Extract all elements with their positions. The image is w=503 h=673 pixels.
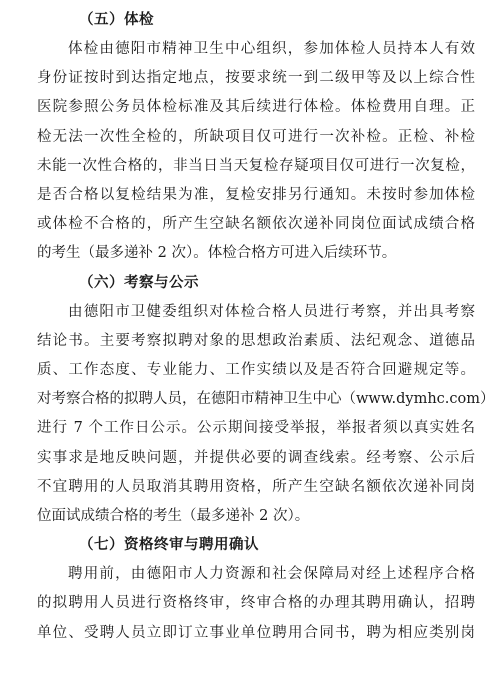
paragraph-line: 实事求是地反映问题，并提供必要的调查线索。经考察、公示后	[37, 449, 475, 466]
paragraph-line: 的考生（最多递补 2 次）。体检合格方可进入后续环节。	[37, 245, 397, 262]
paragraph-line: 进行 7 个工作日公示。公示期间接受举报，举报者须以真实姓名	[37, 420, 475, 437]
section-heading: （六）考察与公示	[79, 274, 199, 291]
paragraph-line: 质、工作态度、专业能力、工作实绩以及是否符合回避规定等。	[37, 362, 475, 379]
paragraph-line: 的拟聘用人员进行资格终审，终审合格的办理其聘用确认，招聘	[37, 595, 475, 612]
paragraph-line: 由德阳市卫健委组织对体检合格人员进行考察，并出具考察	[68, 303, 475, 320]
section-heading: （五）体检	[79, 12, 154, 28]
paragraph-line: 聘用前，由德阳市人力资源和社会保障局对经上述程序合格	[68, 566, 475, 583]
paragraph-line: 检无法一次性全检的，所缺项目仅可进行一次补检。正检、补检	[37, 128, 475, 145]
paragraph-line: 结论书。主要考察拟聘对象的思想政治素质、法纪观念、道德品	[37, 332, 475, 349]
section-final-review-hiring	[37, 531, 475, 648]
section-paragraph	[37, 298, 495, 532]
section-paragraph	[37, 35, 475, 269]
section-paragraph	[37, 560, 475, 648]
paragraph-line: 体检由德阳市精神卫生中心组织，参加体检人员持本人有效	[68, 41, 475, 57]
paragraph-line: 对考察合格的拟聘人员，在德阳市精神卫生中心（www.dymhc.com）	[37, 391, 495, 408]
section-heading: （七）资格终审与聘用确认	[79, 537, 259, 554]
paragraph-line: 未能一次性合格的，非当日当天复检存疑项目仅可进行一次复检，	[37, 157, 475, 174]
section-inspection-publicity	[37, 269, 495, 532]
paragraph-line: 单位、受聘人员立即订立事业单位聘用合同书，聘为相应类别岗	[37, 624, 475, 641]
section-physical-exam	[37, 6, 475, 269]
paragraph-line: 是否合格以复检结果为准，复检安排另行通知。未按时参加体检	[37, 187, 475, 204]
paragraph-line: 或体检不合格的，所产生空缺名额依次递补同岗位面试成绩合格	[37, 216, 475, 233]
paragraph-line: 医院参照公务员体检标准及其后续进行体检。体检费用自理。正	[37, 99, 475, 116]
paragraph-line: 身份证按时到达指定地点，按要求统一到二级甲等及以上综合性	[37, 70, 475, 87]
paragraph-line: 位面试成绩合格的考生（最多递补 2 次）。	[37, 508, 310, 525]
paragraph-line: 不宜聘用的人员取消其聘用资格，所产生空缺名额依次递补同岗	[37, 478, 475, 495]
